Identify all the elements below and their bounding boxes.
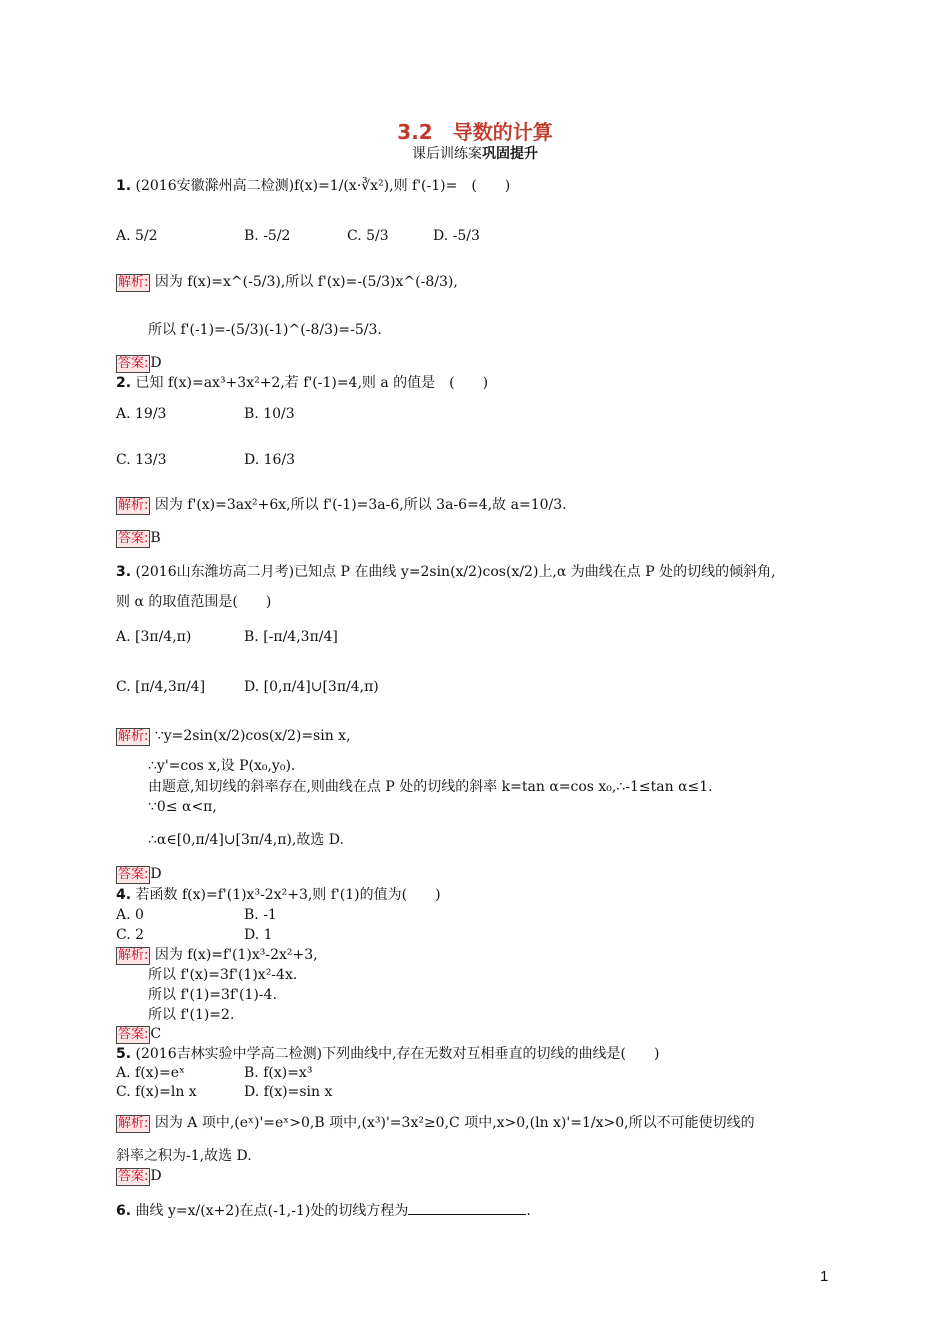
answer-value: C bbox=[150, 1026, 162, 1042]
q2-analysis bbox=[116, 495, 567, 515]
page-subtitle bbox=[0, 143, 950, 163]
subtitle-bold: 巩固提升 bbox=[482, 146, 538, 162]
q3-analysis-2: ∴y'=cos x,设 P(x₀,y₀). bbox=[148, 758, 296, 774]
q3-analysis bbox=[116, 726, 351, 746]
q1-option-a: A. 5/2 bbox=[116, 228, 158, 244]
question-3 bbox=[116, 562, 776, 582]
question-3-line-2: 则 α 的取值范围是( ) bbox=[116, 594, 272, 610]
q3-analysis-5: ∴α∈[0,π/4]∪[3π/4,π),故选 D. bbox=[148, 832, 344, 848]
q2-option-a: A. 19/3 bbox=[116, 406, 167, 422]
question-stem: (2016吉林实验中学高二检测)下列曲线中,存在无数对互相垂直的切线的曲线是( ) bbox=[135, 1046, 660, 1062]
question-number: 6. bbox=[116, 1203, 132, 1219]
q5-analysis-2: 斜率之积为-1,故选 D. bbox=[116, 1148, 252, 1164]
subtitle-prefix: 课后训练案 bbox=[412, 146, 482, 162]
q3-analysis-4: ∵0≤ α<π, bbox=[148, 799, 217, 815]
question-number: 2. bbox=[116, 375, 132, 391]
question-2 bbox=[116, 373, 488, 393]
q5-option-b: B. f(x)=x³ bbox=[244, 1065, 313, 1081]
answer-tag: 答案: bbox=[118, 1169, 149, 1184]
answer-value: D bbox=[150, 355, 162, 371]
analysis-tag: 解析: bbox=[118, 498, 149, 513]
question-stem: 曲线 y=x/(x+2)在点(-1,-1)处的切线方程为 bbox=[135, 1203, 409, 1219]
q4-option-d: D. 1 bbox=[244, 927, 273, 943]
q3-option-d: D. [0,π/4]∪[3π/4,π) bbox=[244, 679, 379, 695]
question-stem: 若函数 f(x)=f'(1)x³-2x²+3,则 f'(1)的值为( ) bbox=[135, 887, 441, 903]
answer-tag: 答案: bbox=[118, 1027, 149, 1042]
analysis-tag: 解析: bbox=[118, 729, 149, 744]
q3-answer bbox=[116, 864, 162, 884]
q3-analysis-3: 由题意,知切线的斜率存在,则曲线在点 P 处的切线的斜率 k=tan α=cos x₀,∴-1≤tan α≤1. bbox=[148, 779, 713, 795]
analysis-text: ∵y=2sin(x/2)cos(x/2)=sin x, bbox=[154, 728, 351, 744]
question-1 bbox=[116, 176, 510, 196]
analysis-tag: 解析: bbox=[118, 1116, 149, 1131]
answer-tag: 答案: bbox=[118, 356, 149, 371]
q4-answer bbox=[116, 1024, 161, 1044]
q4-option-a: A. 0 bbox=[116, 907, 144, 923]
question-number: 4. bbox=[116, 887, 132, 903]
q2-answer bbox=[116, 528, 161, 548]
q1-option-b: B. -5/2 bbox=[244, 228, 291, 244]
q5-answer bbox=[116, 1166, 162, 1186]
question-number: 5. bbox=[116, 1046, 132, 1062]
q1-analysis bbox=[116, 272, 458, 292]
answer-tag: 答案: bbox=[118, 531, 149, 546]
question-number: 1. bbox=[116, 178, 132, 194]
q4-analysis-2: 所以 f'(x)=3f'(1)x²-4x. bbox=[148, 967, 298, 983]
q4-option-c: C. 2 bbox=[116, 927, 145, 943]
analysis-tag: 解析: bbox=[118, 275, 149, 290]
page-number: 1 bbox=[820, 1268, 829, 1285]
analysis-text: 因为 f'(x)=3ax²+6x,所以 f'(-1)=3a-6,所以 3a-6=4,故 a=10/3. bbox=[154, 497, 567, 513]
analysis-tag: 解析: bbox=[118, 948, 149, 963]
analysis-text: 因为 f(x)=f'(1)x³-2x²+3, bbox=[154, 947, 318, 963]
question-stem: (2016山东潍坊高二月考)已知点 P 在曲线 y=2sin(x/2)cos(x/2)上,α 为曲线在点 P 处的切线的倾斜角, bbox=[135, 564, 776, 580]
q4-analysis bbox=[116, 945, 318, 965]
question-number: 3. bbox=[116, 564, 132, 580]
q4-option-b: B. -1 bbox=[244, 907, 277, 923]
answer-blank[interactable] bbox=[408, 1200, 526, 1215]
analysis-text: 因为 f(x)=x^(-5/3),所以 f'(x)=-(5/3)x^(-8/3), bbox=[154, 274, 458, 290]
answer-value: D bbox=[150, 1168, 162, 1184]
q3-option-a: A. [3π/4,π) bbox=[116, 629, 192, 645]
q1-answer bbox=[116, 353, 162, 373]
q5-analysis bbox=[116, 1113, 755, 1133]
q1-option-c: C. 5/3 bbox=[347, 228, 389, 244]
q5-option-c: C. f(x)=ln x bbox=[116, 1084, 197, 1100]
q2-option-c: C. 13/3 bbox=[116, 452, 167, 468]
question-5 bbox=[116, 1044, 659, 1064]
q5-option-a: A. f(x)=eˣ bbox=[116, 1065, 185, 1081]
q1-analysis-2: 所以 f'(-1)=-(5/3)(-1)^(-8/3)=-5/3. bbox=[148, 322, 382, 338]
question-4 bbox=[116, 885, 441, 905]
q3-option-b: B. [-π/4,3π/4] bbox=[244, 629, 338, 645]
page-title: 3.2 导数的计算 bbox=[397, 120, 553, 144]
answer-tag: 答案: bbox=[118, 867, 149, 882]
answer-value: B bbox=[150, 530, 161, 546]
q1-option-d: D. -5/3 bbox=[433, 228, 480, 244]
q2-option-b: B. 10/3 bbox=[244, 406, 295, 422]
question-6 bbox=[116, 1200, 531, 1221]
q3-option-c: C. [π/4,3π/4] bbox=[116, 679, 206, 695]
question-stem-end: . bbox=[526, 1203, 531, 1219]
question-stem: 已知 f(x)=ax³+3x²+2,若 f'(-1)=4,则 a 的值是 ( ) bbox=[135, 375, 489, 391]
answer-value: D bbox=[150, 866, 162, 882]
q4-analysis-4: 所以 f'(1)=2. bbox=[148, 1007, 235, 1023]
q5-option-d: D. f(x)=sin x bbox=[244, 1084, 333, 1100]
q2-option-d: D. 16/3 bbox=[244, 452, 296, 468]
question-stem: (2016安徽滁州高二检测)f(x)=1/(x·∛x²),则 f'(-1)= ( ) bbox=[135, 178, 511, 194]
analysis-text: 因为 A 项中,(eˣ)'=eˣ>0,B 项中,(x³)'=3x²≥0,C 项中,x>0,(ln x)'=1/x>0,所以不可能使切线的 bbox=[154, 1115, 755, 1131]
q4-analysis-3: 所以 f'(1)=3f'(1)-4. bbox=[148, 987, 277, 1003]
